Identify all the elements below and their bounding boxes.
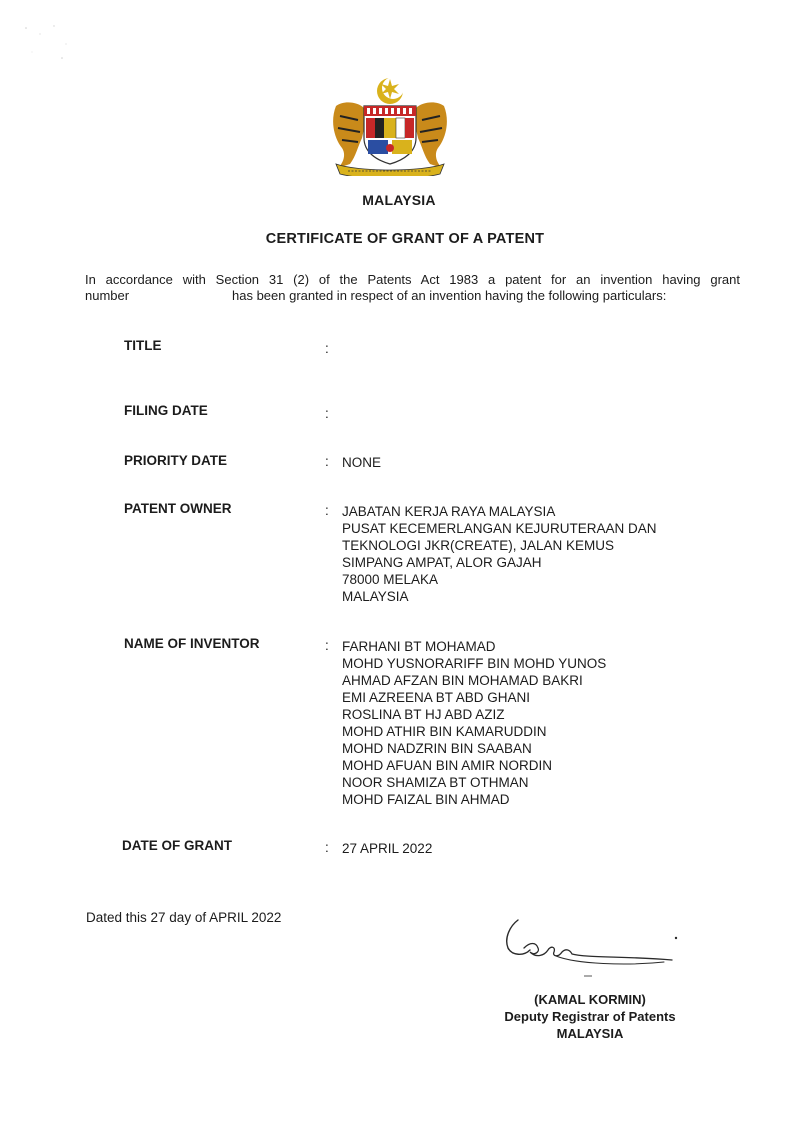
field-value-line: MOHD ATHIR BIN KAMARUDDIN [342,724,547,739]
field-value-line: ROSLINA BT HJ ABD AZIZ [342,707,505,722]
field-value-line: 78000 MELAKA [342,572,439,587]
field-value-line: NOOR SHAMIZA BT OTHMAN [342,775,529,790]
field-colon: : [325,638,329,653]
field-value-line: MOHD NADZRIN BIN SAABAN [342,741,532,756]
field-value-line: NONE [342,455,382,470]
signatory-block [470,991,710,1042]
intro-line-2 [85,288,740,304]
field-colon: : [325,503,329,518]
field-label: NAME OF INVENTOR [124,636,260,651]
signatory-country: MALAYSIA [556,1026,624,1041]
field-value-line: MOHD AFUAN BIN AMIR NORDIN [342,758,553,773]
field-value-line: FARHANI BT MOHAMAD [342,639,496,654]
country-heading: MALAYSIA [362,192,436,208]
field-value-line: TEKNOLOGI JKR(CREATE), JALAN KEMUS [342,538,615,553]
field-value-line: MALAYSIA [342,589,409,604]
field-value-line: MOHD YUSNORARIFF BIN MOHD YUNOS [342,656,607,671]
field-value-line: MOHD FAIZAL BIN AHMAD [342,792,510,807]
signatory-role: Deputy Registrar of Patents [504,1009,676,1024]
certificate-title: CERTIFICATE OF GRANT OF A PATENT [265,231,545,247]
field-value-line: AHMAD AFZAN BIN MOHAMAD BAKRI [342,673,583,688]
field-value-line: EMI AZREENA BT ABD GHANI [342,690,531,705]
field-value [342,638,742,808]
scan-specks [14,14,84,74]
field-value-line: JABATAN KERJA RAYA MALAYSIA [342,504,556,519]
intro-paragraph [85,272,740,304]
field-colon: : [325,454,329,469]
field-colon: : [325,341,329,356]
field-label: DATE OF GRANT [122,838,232,853]
field-value [342,840,742,857]
field-value-line: PUSAT KECEMERLANGAN KEJURUTERAAN DAN [342,521,657,536]
field-colon: : [325,406,329,421]
dated-line: Dated this 27 day of APRIL 2022 [86,910,282,925]
malaysia-coat-of-arms-icon [328,76,452,176]
field-label: PATENT OWNER [124,501,232,516]
field-label: TITLE [124,338,162,353]
field-value [342,503,742,605]
intro-line-1: In accordance with Section 31 (2) of the Patents Act 1983 a patent for an invention having grant [85,272,740,287]
field-label: FILING DATE [124,403,208,418]
field-value-line: 27 APRIL 2022 [342,841,433,856]
signatory-name: (KAMAL KORMIN) [534,992,646,1007]
field-value [342,454,742,471]
field-label: PRIORITY DATE [124,453,228,468]
intro-line-2-text: has been granted in respect of an invention having the following particulars: [232,288,667,303]
handwritten-signature [496,912,696,984]
field-colon: : [325,840,329,855]
field-value-line: SIMPANG AMPAT, ALOR GAJAH [342,555,542,570]
grant-number-label: number [85,288,130,303]
